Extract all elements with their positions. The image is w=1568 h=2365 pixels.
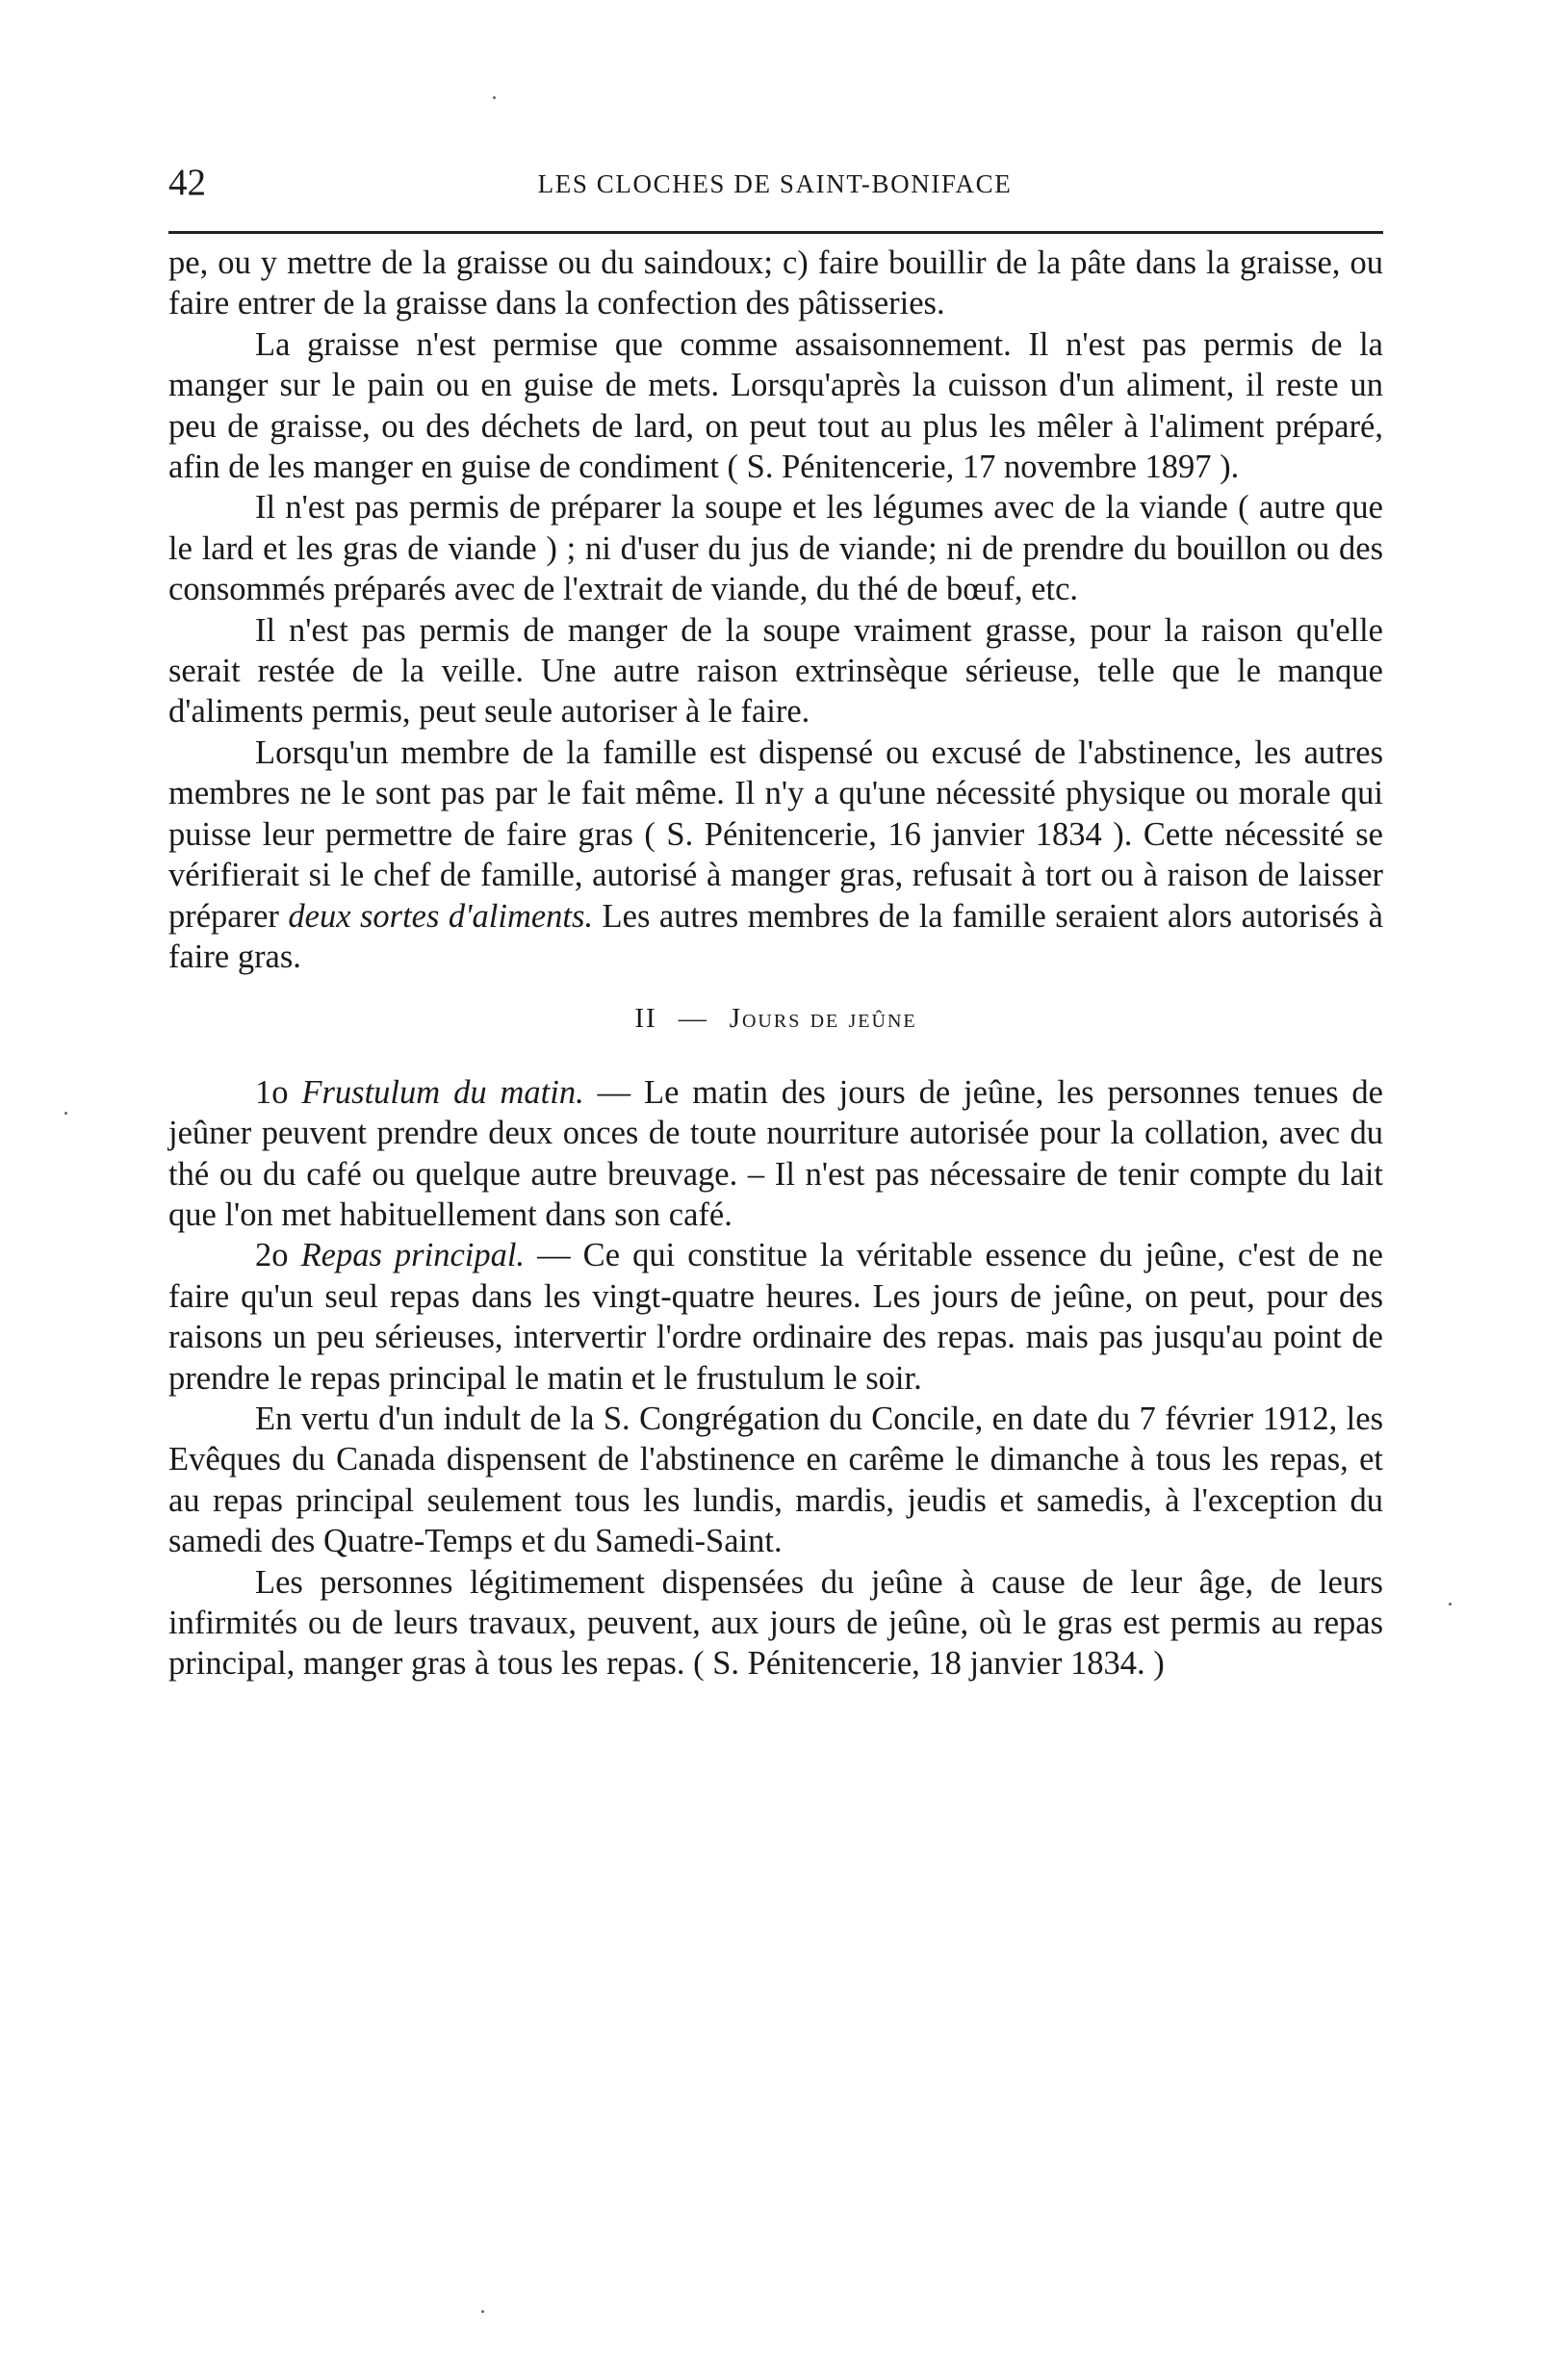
speck [64,1112,67,1115]
paragraph-graisse: La graisse n'est permise que comme assaisonnement. Il n'est pas permis de la manger sur le pain ou en guise de mets. Lorsqu'après la cuisson d'un aliment, il reste un peu de graisse, ou des déchets de lard, on peut tout au plus les mêler à l'aliment préparé, afin de les manger en guise de condiment ( S. Pénitencerie, 17 novembre 1897 ). [168,325,1383,486]
paragraph-membre-famille-end: Les autres membres de la famille seraient alors autorisés à faire gras. [168,897,1383,975]
paragraph-continuation: pe, ou y mettre de la graisse ou du saindoux; c) faire bouillir de la pâte dans la graisse, ou faire entrer de la graisse dans la confection des pâtisseries. [168,244,1383,322]
item1-number: 1o [255,1073,289,1111]
header-rule [168,231,1383,234]
section-heading-number: II [634,1003,657,1035]
section-heading [168,998,1383,1039]
paragraph-membre-famille [168,733,1383,977]
section-heading-dash: — [678,1003,708,1035]
item2-title: Repas principal. [300,1237,526,1274]
paragraph-soupe-legumes: Il n'est pas permis de préparer la soupe et les légumes avec de la viande ( autre que le lard et les gras de viande ) ; ni d'user du jus de viande; ni de prendre du bouillon ou des consommés préparés avec de l'extrait de viande, du thé de bœuf, etc. [168,489,1383,608]
page-number: 42 [168,162,206,203]
paragraph-membre-famille-text: Lorsqu'un membre de la famille est dispensé ou excusé de l'abstinence, les autres membres ne le sont pas par le fait même. Il n'y a qu'une nécessité physique ou morale qui puisse leur permettre de faire gras ( S. Pénitencerie, 16 janvier 1834 ). Cette nécessité se vérifierait si le chef de famille, autorisé à manger gras, refusait à tort ou à raison de laisser préparer [168,733,1383,935]
speck [1449,1603,1452,1606]
page-header [168,159,1381,217]
item1-text: — Le matin des jours de jeûne, les personnes tenues de jeûner peuvent prendre deux onces de toute nourriture autorisée pour la collation, avec du thé ou du café ou quelque autre breuvage. – Il n'est pas nécessaire de tenir compte du lait que l'on met habituellement dans son café. [168,1073,1383,1233]
item1-title: Frustulum du matin. [301,1073,584,1111]
paragraph-repas-principal [168,1235,1383,1399]
item2-number: 2o [255,1237,289,1274]
paragraph-dispensees: Les personnes légitimement dispensées du jeûne à cause de leur âge, de leurs infirmités ou de leurs travaux, peuvent, aux jours de jeûne, où le gras est permis au repas principal, manger gras à tous les repas. ( S. Pénitencerie, 18 janvier 1834. ) [168,1563,1383,1683]
page-body [168,243,1383,1684]
italic-deux-sortes: deux sortes d'aliments. [288,897,594,935]
speck [481,2310,484,2313]
section-heading-title: Jours de jeûne [729,1003,917,1035]
paragraph-indult: En vertu d'un indult de la S. Congrégation du Concile, en date du 7 février 1912, les Evêques du Canada dispensent de l'abstinence en carême le dimanche à tous les repas, et au repas principal seulement tous les lundis, mardis, jeudis et samedis, à l'exception du samedi des Quatre-Temps et du Samedi-Saint. [168,1400,1383,1560]
speck [493,96,496,99]
paragraph-soupe-grasse: Il n'est pas permis de manger de la soupe vraiment grasse, pour la raison qu'elle serait restée de la veille. Une autre raison extrinsèque sérieuse, telle que le manque d'aliments permis, peut seule autoriser à le faire. [168,611,1383,731]
item2-text: — Ce qui constitue la véritable essence du jeûne, c'est de ne faire qu'un seul repas dans les vingt-quatre heures. Les jours de jeûne, on peut, pour des raisons un peu sérieuses, intervertir l'ordre ordinaire des repas. mais pas jusqu'au point de prendre le repas principal le matin et le frustulum le soir. [168,1237,1383,1397]
paragraph-frustulum [168,1072,1383,1236]
running-title: LES CLOCHES DE SAINT-BONIFACE [537,169,1013,198]
